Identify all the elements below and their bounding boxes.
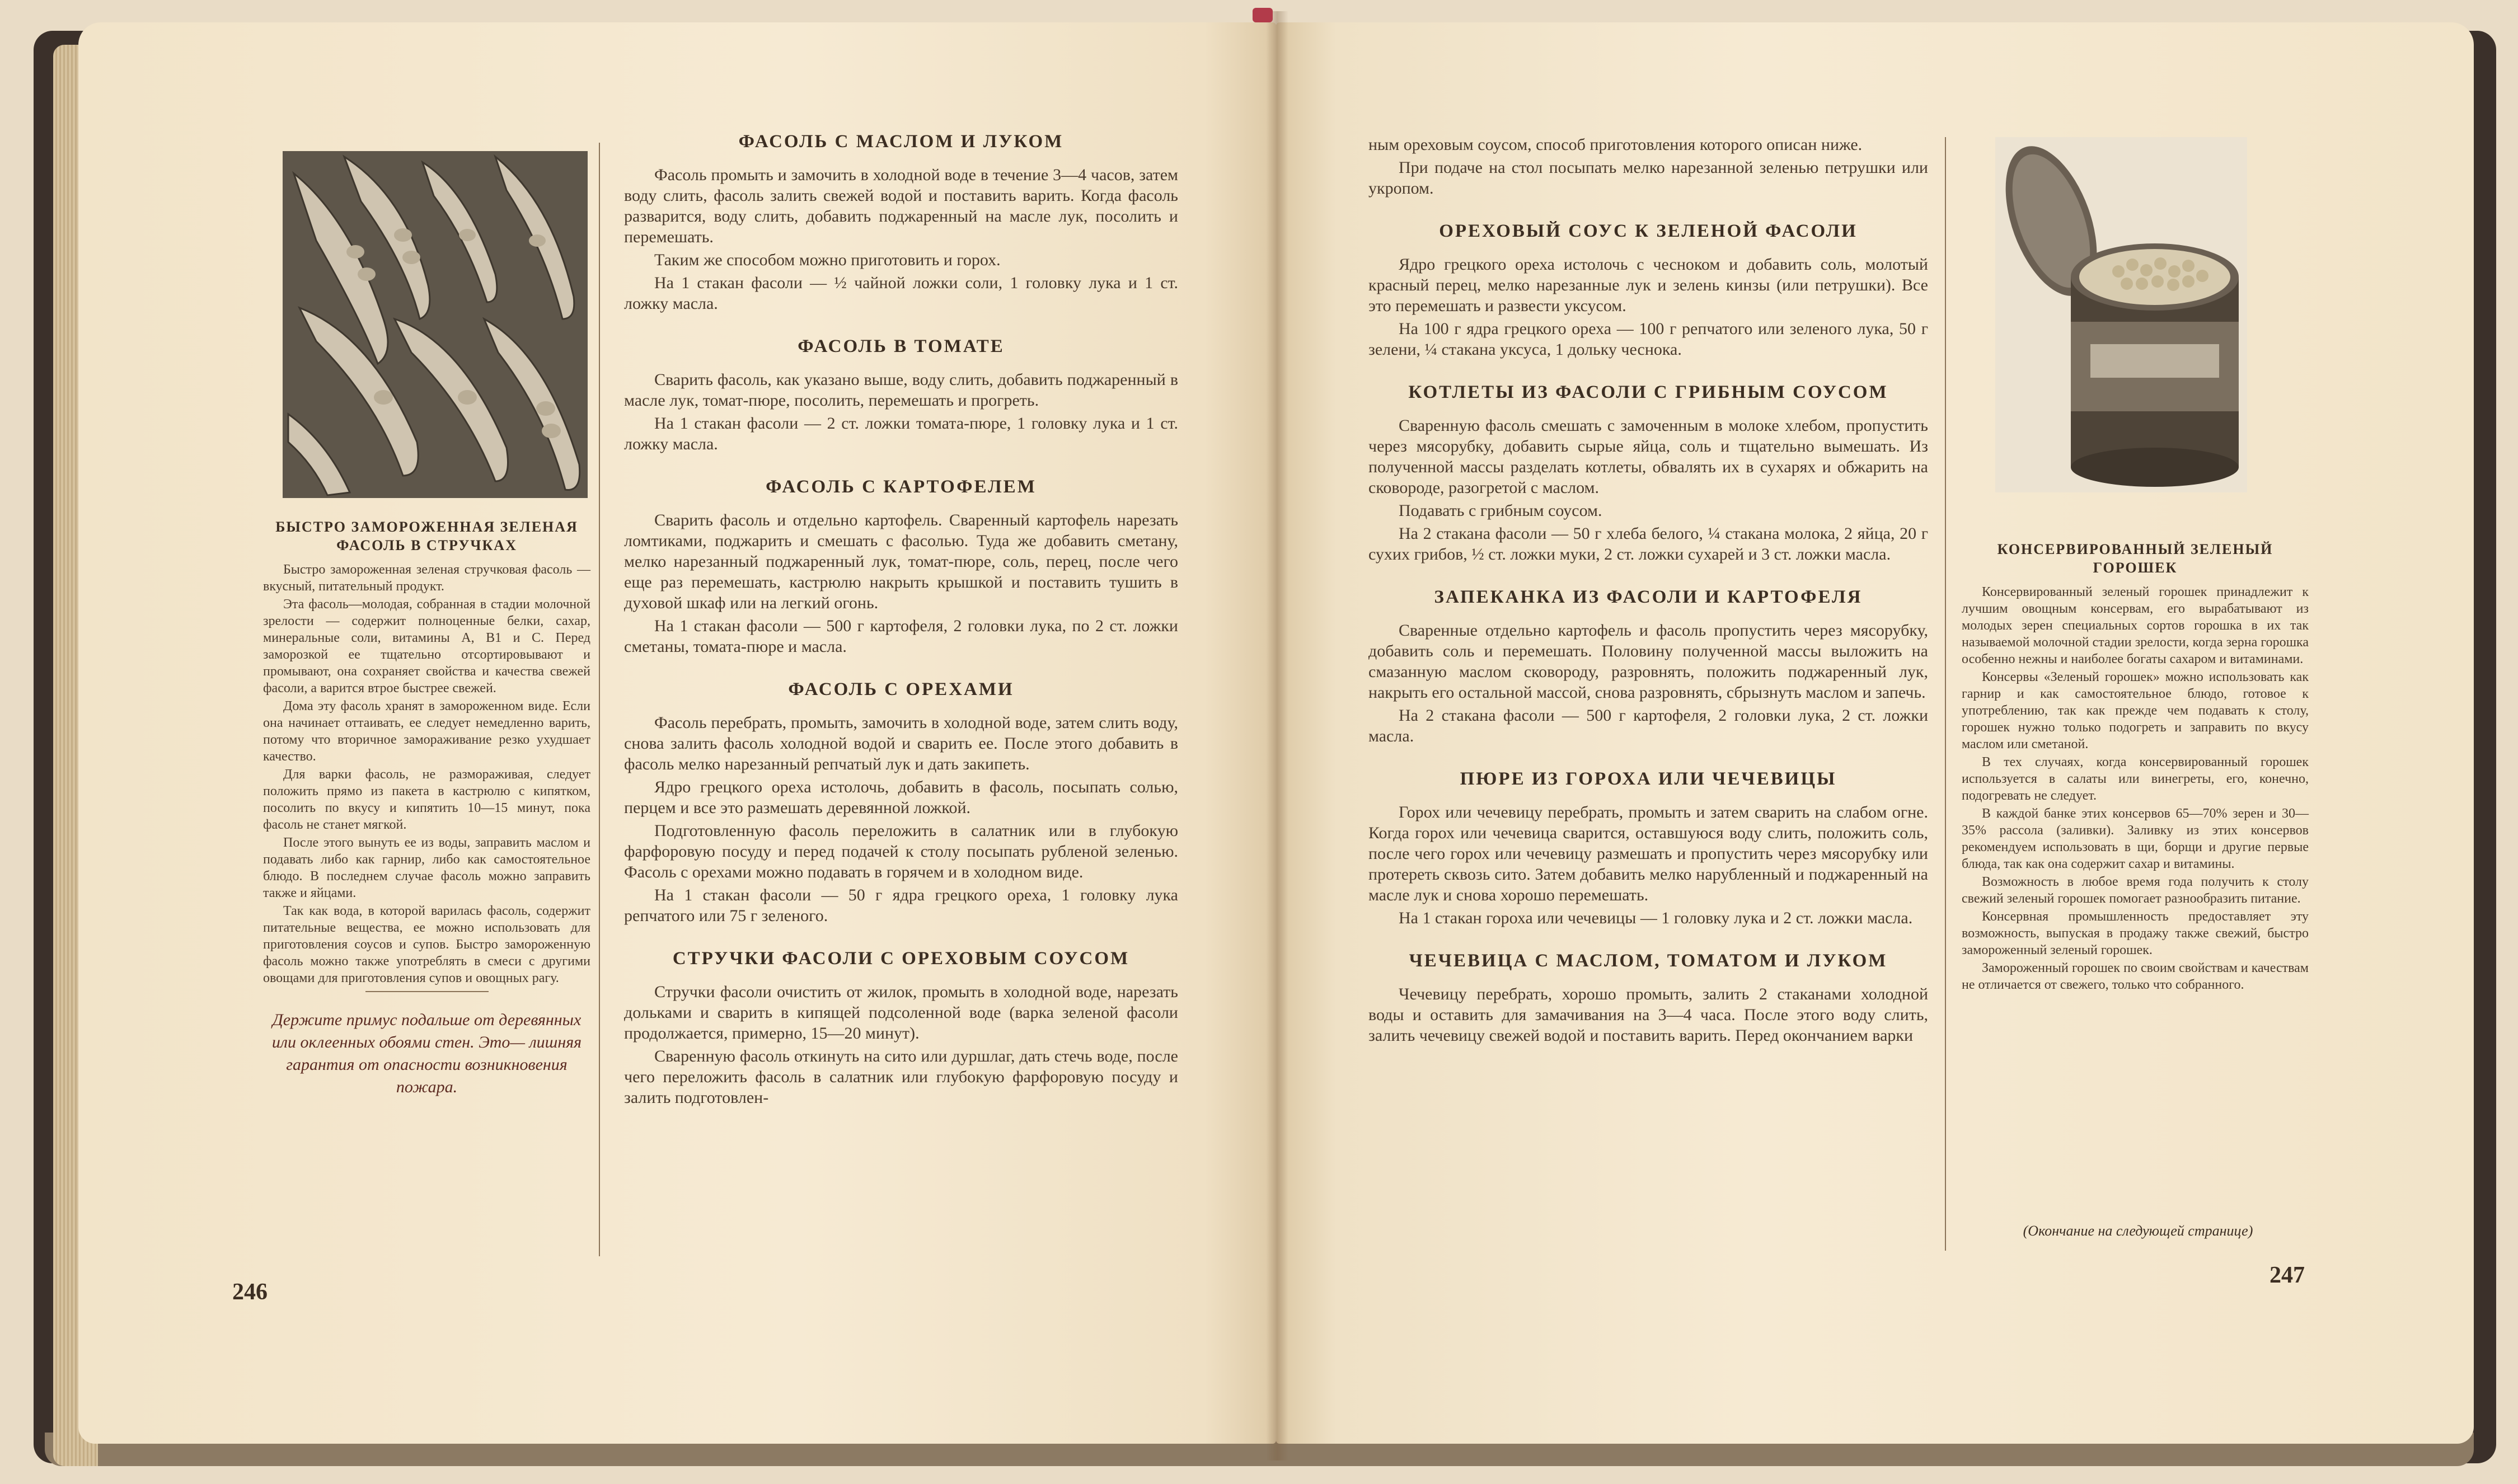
recipe-paragraph: Сваренную фасоль откинуть на сито или дуршлаг, дать стечь воде, после чего переложить фасоль в салатник или глубокую фарфоровую посуду и залить подготовлен- — [624, 1047, 1178, 1107]
recipe-paragraph: Таким же способом можно приготовить и горох. — [654, 251, 1001, 269]
caption-paragraph: В каждой банке этих консервов 65—70% зерен и 30—35% рассола (заливки). Заливку из этих консервов рекомендуем использовать в щи, борщи и другие первые блюда, так как она содержит сахар и витамины. — [1962, 806, 2309, 871]
caption-paragraph: Замороженный горошек по своим свойствам и качествам не отличается от свежего, только что собранного. — [1962, 961, 2309, 992]
caption-paragraph: Быстро замороженная зеленая стручковая фасоль — вкусный, питательный продукт. — [263, 562, 590, 594]
recipe-paragraph: На 1 стакан гороха или чечевицы — 1 головку лука и 2 ст. ложки масла. — [1399, 909, 1913, 927]
recipe-title: СТРУЧКИ ФАСОЛИ С ОРЕХОВЫМ СОУСОМ — [672, 948, 1130, 969]
caption-title: БЫСТРО ЗАМОРОЖЕННАЯ ЗЕЛЕНАЯ ФАСОЛЬ В СТРУЧКАХ — [275, 519, 578, 553]
recipe-title: ФАСОЛЬ С ОРЕХАМИ — [788, 679, 1014, 699]
recipe-paragraph: Подготовленную фасоль переложить в салатник или в глубокую фарфоровую посуду и перед подачей к столу посыпать рубленой зеленью. Фасоль с орехами можно подавать в горячем и в холодном виде. — [624, 821, 1178, 881]
book-gutter — [1266, 11, 1288, 1460]
recipe-bean-potato-casserole — [1368, 587, 1928, 746]
recipe-paragraph: На 100 г ядра грецкого ореха — 100 г репчатого или зеленого лука, 50 г зелени, ¼ стакана уксуса, 1 дольку чеснока. — [1368, 320, 1928, 359]
recipe-paragraph: На 1 стакан фасоли — 50 г ядра грецкого ореха, 1 головку лука репчатого или 75 г зеленого. — [624, 886, 1178, 925]
caption-paragraph: Для варки фасоль, не размораживая, следует положить прямо из пакета в кастрюлю с кипятком, посолить по вкусу и кипятить 10—15 минут, пока фасоль не станет мягкой. — [263, 767, 590, 832]
recipe-title: ФАСОЛЬ С МАСЛОМ И ЛУКОМ — [738, 132, 1064, 152]
page-number-right: 247 — [2270, 1262, 2305, 1288]
recipe-paragraph: Ядро грецкого ореха истолочь, добавить в фасоль, посыпать солью, перцем и все это размешать деревянной ложкой. — [624, 778, 1178, 817]
caption-paragraph: Консервная промышленность предоставляет эту возможность, выпуская в продажу также свежий, быстро замороженный зеленый горошек. — [1962, 909, 2309, 957]
left-column-rule — [599, 143, 600, 1256]
caption-paragraph: Эта фасоль—молодая, собранная в стадии молочной зрелости — содержит полноценные белки, сахар, минеральные соли, витамины A, B1 и C. Перед заморозкой ее тщательно отсортировывают и промывают, она сохраняет свойства и качества свежей фасоли, а варится втрое быстрее свежей. — [263, 597, 590, 696]
recipe-paragraph: Сваренную фасоль смешать с замоченным в молоке хлебом, пропустить через мясорубку, добавить сырые яйца, соль и тщательно вымешать. Из полученной массы разделать котлеты, обвалять их в сухарях и обжарить на сковороде, разогретой с маслом. — [1368, 416, 1928, 497]
frozen-beans-caption — [263, 518, 590, 1098]
recipe-title: ОРЕХОВЫЙ СОУС К ЗЕЛЕНОЙ ФАСОЛИ — [1439, 221, 1858, 241]
caption-paragraph: Дома эту фасоль хранят в замороженном виде. Если она начинает оттаивать, ее следует немедленно варить, потому что вторичное замораживание резко ухудшает качество. — [263, 699, 590, 764]
recipe-paragraph: Горох или чечевицу перебрать, промыть и затем сварить на слабом огне. Когда горох или чечевица сварится, оставшуюся воду слить, положить соль, после чего горох или чечевицу размешать и пропустить через мясорубку или протереть сквозь сито. Затем добавить мелко нарубленный и поджаренный на масле лук и снова хорошо перемешать. — [1368, 803, 1928, 904]
recipe-paragraph: Стручки фасоли очистить от жилок, промыть в холодной воде, нарезать дольками и сварить в кипящей подсоленной воде (варка зеленой фасоли продолжается, примерно, 15—20 минут). — [624, 983, 1178, 1042]
recipe-beans-potato — [624, 477, 1178, 657]
recipe-beans-nuts — [624, 679, 1178, 926]
recipe-beans-tomato — [624, 336, 1178, 454]
bean-pods-photo — [283, 151, 588, 498]
recipe-title: ПЮРЕ ИЗ ГОРОХА ИЛИ ЧЕЧЕВИЦЫ — [1460, 769, 1837, 789]
recipe-paragraph: На 2 стакана фасоли — 500 г картофеля, 2 головки лука, 2 ст. ложки масла. — [1368, 706, 1928, 745]
recipe-paragraph: Сваренные отдельно картофель и фасоль пропустить через мясорубку, добавить соль и перемешать. Половину полученной массы выложить на смазанную маслом сковороду, разровнять, положить поджаренный лук, накрыть его остальной массой, снова разровнять, сбрызнуть маслом и запечь. — [1368, 621, 1928, 702]
recipe-paragraph: На 1 стакан фасоли — 500 г картофеля, 2 головки лука, по 2 ст. ложки сметаны, томата-пюре и масла. — [624, 617, 1178, 656]
recipe-paragraph: На 1 стакан фасоли — ½ чайной ложки соли, 1 головку лука и 1 ст. ложку масла. — [624, 274, 1178, 313]
caption-title: КОНСЕРВИРОВАННЫЙ ЗЕЛЕНЫЙ ГОРОШЕК — [1997, 541, 2273, 576]
recipe-paragraph: Фасоль перебрать, промыть, замочить в холодной воде, затем слить воду, снова залить фасоль холодной водой и сварить ее. После этого добавить в фасоль мелко нарезанный репчатый лук и дать закипеть. — [624, 713, 1178, 773]
recipe-lentils-butter-tomato-onion — [1368, 951, 1928, 1046]
fire-safety-note: Держите примус подальше от деревянных или оклеенных обоями стен. Это— лишняя гарантия от опасности возникновения пожара. — [271, 1011, 582, 1096]
recipe-pea-lentil-puree — [1368, 769, 1928, 928]
recipe-title: КОТЛЕТЫ ИЗ ФАСОЛИ С ГРИБНЫМ СОУСОМ — [1408, 382, 1888, 402]
recipe-paragraph: Сварить фасоль и отдельно картофель. Сваренный картофель нарезать ломтиками, поджарить и смешать с фасолью. Туда же добавить сметану, мелко нарезанный поджаренный лук, томат-пюре, соль, перец, после чего еще раз перемешать, кастрюлю накрыть крышкой и поставить тушить в духовой шкаф или на легкий огонь. — [624, 511, 1178, 612]
recipe-paragraph: На 1 стакан фасоли — 2 ст. ложки томата-пюре, 1 головку лука и 1 ст. ложку масла. — [624, 414, 1178, 453]
continuation-paragraph: При подаче на стол посыпать мелко нарезанной зеленью петрушки или укропом. — [1368, 158, 1928, 198]
caption-paragraph: Консервированный зеленый горошек принадлежит к лучшим овощным консервам, его вырабатывают из молодых зерен специальных сортов горошка в их так называемой молочной стадии зрелости, когда зерна горошка особенно нежны и наиболее богаты сахаром и витаминами. — [1962, 585, 2309, 666]
recipe-title: ФАСОЛЬ С КАРТОФЕЛЕМ — [766, 477, 1037, 497]
recipe-pods-nut-sauce — [624, 948, 1178, 1108]
caption-paragraph: Так как вода, в которой варилась фасоль, содержит питательные вещества, ее можно использовать для приготовления соусов и супов. Быстро замороженную фасоль можно также употреблять в смеси с другими овощами для приготовления супов и овощных рагу. — [263, 904, 590, 985]
page-number-left: 246 — [232, 1279, 268, 1305]
canned-peas-photo — [1995, 137, 2247, 492]
recipe-bean-cutlets — [1368, 382, 1928, 565]
right-recipes-column — [1368, 134, 1928, 1048]
continuation-paragraph: ным ореховым соусом, способ приготовления которого описан ниже. — [1368, 135, 1863, 154]
recipe-title: ЗАПЕКАНКА ИЗ ФАСОЛИ И КАРТОФЕЛЯ — [1434, 587, 1863, 607]
caption-paragraph: После этого вынуть ее из воды, заправить маслом и подавать либо как гарнир, либо как самостоятельное блюдо. В последнем случае фасоль можно заправить также и яйцами. — [263, 835, 590, 900]
recipe-beans-butter-onion — [624, 132, 1178, 314]
recipe-paragraph: Ядро грецкого ореха истолочь с чесноком и добавить соль, молотый красный перец, мелко нарезанные лук и зелень кинзы (или петрушки). Все это перемешать и развести уксусом. — [1368, 255, 1928, 315]
caption-paragraph: Консервы «Зеленый горошек» можно использовать как гарнир и как самостоятельное блюдо, готовое к употреблению, так как прежде чем подавать к столу, горошек нужно только подогреть и заправить по вкусу маслом или сметаной. — [1962, 670, 2309, 752]
recipe-title: ЧЕЧЕВИЦА С МАСЛОМ, ТОМАТОМ И ЛУКОМ — [1409, 951, 1888, 971]
recipe-paragraph: На 2 стакана фасоли — 50 г хлеба белого, ¼ стакана молока, 2 яйца, 20 г сухих грибов, ½ ст. ложки муки, 2 ст. ложки сухарей и 3 ст. ложки масла. — [1368, 524, 1928, 563]
recipe-paragraph: Сварить фасоль, как указано выше, воду слить, добавить поджаренный в масле лук, томат-пюре, посолить, перемешать и прогреть. — [624, 370, 1178, 410]
continued-on-next-page-note: (Окончание на следующей странице) — [2023, 1223, 2253, 1239]
caption-divider — [365, 991, 489, 992]
recipe-paragraph: Подавать с грибным соусом. — [1399, 501, 1602, 520]
caption-paragraph: В тех случаях, когда консервированный горошек используется в салаты или винегреты, его, конечно, подогревать не следует. — [1962, 755, 2309, 803]
canned-peas-caption — [1962, 540, 2309, 994]
bookmark-ribbon — [1253, 8, 1273, 22]
right-column-rule — [1945, 137, 1946, 1251]
caption-paragraph: Возможность в любое время года получить к столу свежий зеленый горошек помогает разнообразить питание. — [1962, 875, 2309, 906]
recipe-paragraph: Чечевицу перебрать, хорошо промыть, залить 2 стаканами холодной воды и оставить для замачивания на 3—4 часа. После этого воду слить, залить чечевицу свежей водой и поставить варить. Перед окончанием варки — [1368, 985, 1928, 1045]
recipe-title: ФАСОЛЬ В ТОМАТЕ — [798, 336, 1005, 356]
left-recipes-column — [624, 132, 1178, 1110]
recipe-paragraph: Фасоль промыть и замочить в холодной воде в течение 3—4 часов, затем воду слить, фасоль залить свежей водой и поставить варить. Когда фасоль разварится, воду слить, добавить поджаренный на масле лук, посолить и перемешать. — [624, 166, 1178, 246]
recipe-nut-sauce — [1368, 221, 1928, 360]
